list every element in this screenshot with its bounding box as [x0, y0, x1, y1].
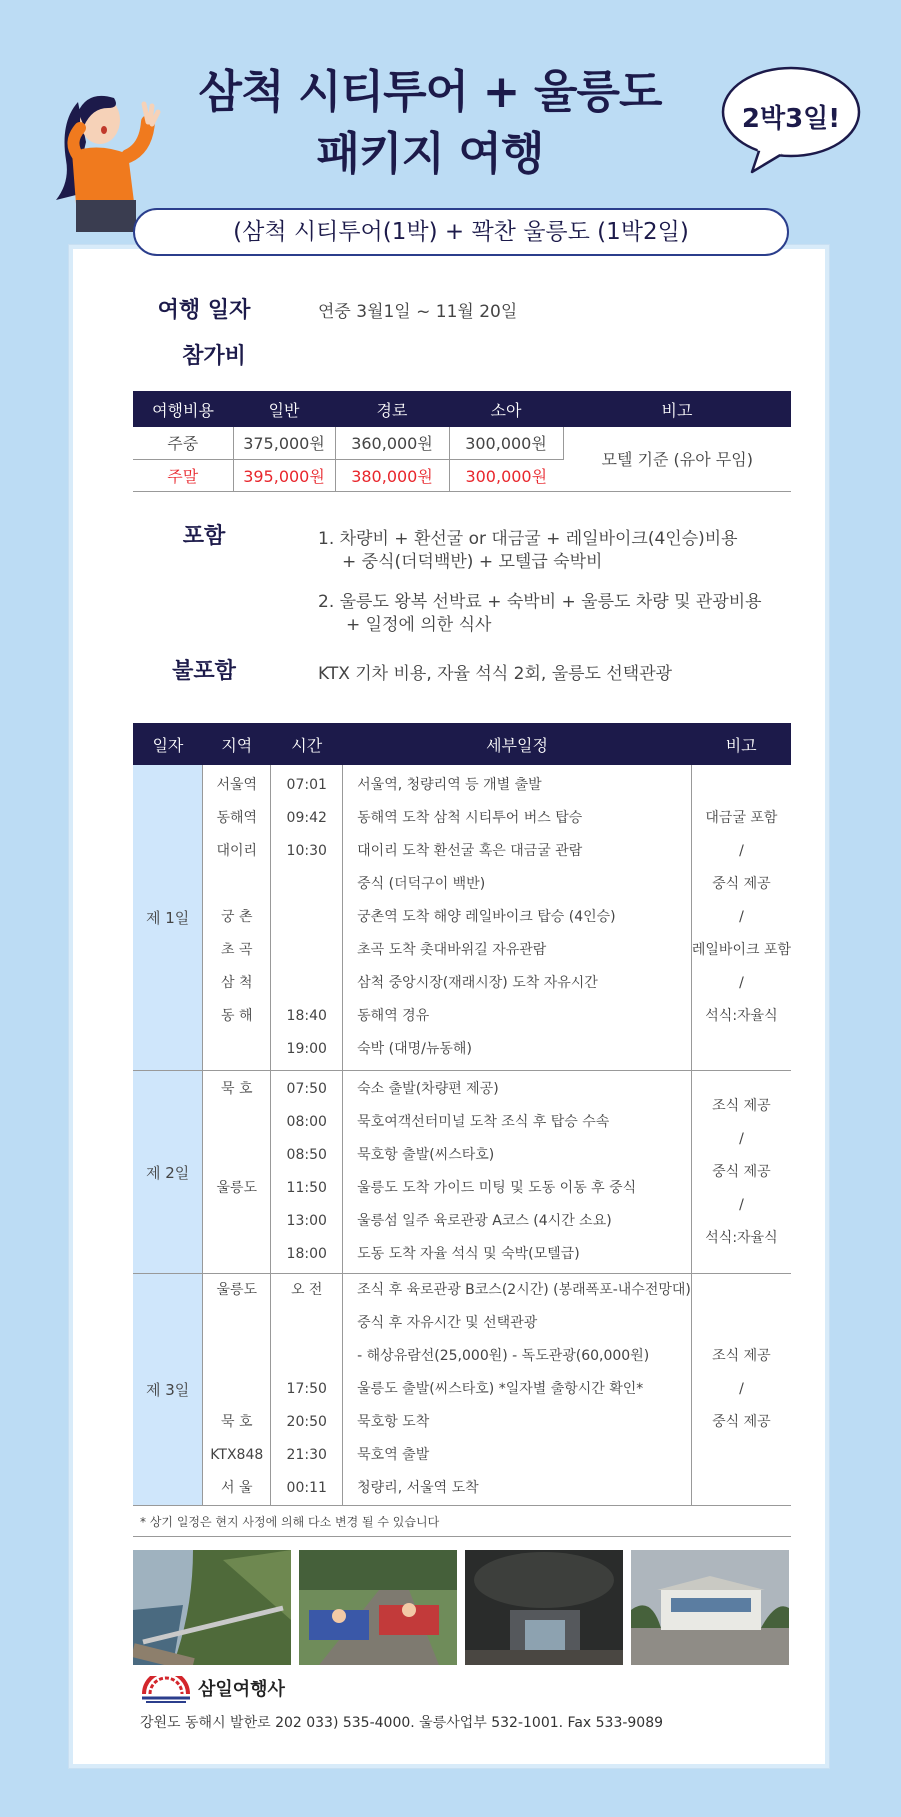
time: 18:00 [286, 1246, 327, 1262]
day-cell: 제 2일 [133, 1071, 203, 1274]
area [203, 1238, 270, 1271]
note: 중식 제공 [712, 1163, 771, 1180]
time: 07:50 [286, 1081, 327, 1097]
area: 울릉도 [216, 1282, 258, 1298]
subtitle-banner: (삼척 시티투어(1박) + 꽉찬 울릉도 (1박2일) [133, 208, 789, 256]
schedule-header: 비고 [691, 723, 791, 765]
included-item2-line1: 2. 울릉도 왕복 선박료 + 숙박비 + 울릉도 차량 및 관광비용 [318, 592, 762, 612]
fee-type: 주중 [133, 427, 233, 459]
table-row [133, 427, 791, 459]
fee-header: 일반 [233, 391, 335, 427]
company-logo-icon [140, 1676, 192, 1704]
fee-senior: 360,000원 [335, 427, 449, 459]
area: 대이리 [216, 843, 258, 859]
fee-label: 참가비 [150, 342, 278, 372]
time: 10:30 [286, 843, 327, 859]
area: 묵 호 [221, 1081, 253, 1097]
detail: 묵호역 출발 [357, 1447, 430, 1463]
area [203, 1307, 270, 1340]
area-cell [203, 1071, 271, 1274]
note: 중식 제공 [712, 876, 771, 892]
area-cell [203, 1274, 271, 1506]
page-title-line2: 패키지 여행 [316, 127, 544, 180]
detail: 초곡 도착 촛대바위길 자유관람 [357, 942, 547, 958]
time [271, 934, 342, 967]
time: 13:00 [286, 1213, 327, 1229]
fee-header: 여행비용 [133, 391, 233, 427]
rail-bike-photo-icon [299, 1550, 457, 1665]
fee-header: 소아 [449, 391, 563, 427]
fee-general: 395,000원 [233, 459, 335, 491]
note: 조식 제공 [712, 1348, 771, 1364]
schedule-table [133, 723, 791, 1506]
excluded-value: KTX 기차 비용, 자율 석식 2회, 울릉도 선택관광 [318, 664, 673, 684]
time: 00:11 [286, 1480, 327, 1496]
cave-entrance-photo-icon [465, 1550, 623, 1665]
fee-type: 주말 [133, 459, 233, 491]
detail-cell [343, 1071, 692, 1274]
note: / [739, 909, 744, 925]
schedule-footnote: * 상기 일정은 현지 사정에 의해 다소 변경 될 수 있습니다 [140, 1515, 440, 1529]
area: 서울역 [216, 777, 258, 793]
time: 07:01 [286, 777, 327, 793]
detail: 울릉도 도착 가이드 미팅 및 도동 이동 후 중식 [357, 1180, 637, 1196]
time-cell [271, 1274, 343, 1506]
time: 20:50 [286, 1414, 327, 1430]
time: 08:00 [286, 1114, 327, 1130]
detail: 동해역 경유 [357, 1008, 430, 1024]
included-item2-line2: + 일정에 의한 식사 [346, 615, 492, 635]
area [203, 1139, 270, 1172]
time: 17:50 [286, 1381, 327, 1397]
time [271, 868, 342, 901]
note: 조식 제공 [712, 1097, 771, 1114]
schedule-header: 일자 [133, 723, 203, 765]
detail: 숙소 출발(차량편 제공) [357, 1081, 499, 1097]
fee-child: 300,000원 [449, 427, 563, 459]
time: 오 전 [290, 1282, 323, 1298]
schedule-header: 세부일정 [343, 723, 692, 765]
included-label: 포함 [140, 522, 268, 552]
detail: 삼척 중앙시장(재래시장) 도착 자유시간 [357, 975, 598, 991]
detail: 동해역 도착 삼척 시티투어 버스 탑승 [357, 810, 583, 826]
area: 동 해 [221, 1008, 253, 1024]
note: / [739, 1196, 744, 1213]
area: 동해역 [216, 810, 258, 826]
note-cell [691, 765, 791, 1071]
detail: 묵호여객선터미널 도착 조식 후 탑승 수속 [357, 1114, 610, 1130]
page-title-line1: 삼척 시티투어 + 울릉도 [198, 65, 662, 118]
detail: 대이리 도착 환선굴 혹은 대금굴 관람 [357, 843, 583, 859]
area [203, 1340, 270, 1373]
day-cell: 제 3일 [133, 1274, 203, 1506]
fee-header: 비고 [563, 391, 791, 427]
period-value: 연중 3월1일 ~ 11월 20일 [318, 302, 518, 322]
note: 석식:자율식 [705, 1229, 778, 1246]
time [271, 1307, 342, 1340]
fee-header: 경로 [335, 391, 449, 427]
detail: 울릉도 출발(씨스타호) *일자별 출항시간 확인* [357, 1381, 644, 1397]
time: 19:00 [286, 1041, 327, 1057]
included-item1-line2: + 중식(더덕백반) + 모텔급 숙박비 [342, 552, 603, 572]
time: 11:50 [286, 1180, 327, 1196]
detail: 묵호항 도착 [357, 1414, 430, 1430]
company-address: 강원도 동해시 발한로 202 033) 535-4000. 울릉사업부 532-1001. Fax 533-9089 [140, 1715, 664, 1731]
area-cell [203, 765, 271, 1071]
detail: 궁촌역 도착 해양 레일바이크 탑승 (4인승) [357, 909, 616, 925]
note: 레일바이크 포함 [691, 942, 791, 958]
fee-senior: 380,000원 [335, 459, 449, 491]
company-name: 삼일여행사 [198, 1679, 285, 1700]
table-row [133, 1071, 791, 1274]
time-cell [271, 765, 343, 1071]
note: 대금굴 포함 [705, 810, 778, 826]
note: 중식 제공 [712, 1414, 771, 1430]
time: 09:42 [286, 810, 327, 826]
area: 서 울 [221, 1480, 253, 1496]
detail-cell [343, 765, 692, 1071]
table-row [133, 1274, 791, 1506]
coastal-walkway-photo-icon [133, 1550, 291, 1665]
area: 울릉도 [216, 1180, 258, 1196]
fee-general: 375,000원 [233, 427, 335, 459]
detail: 도동 도착 자율 석식 및 숙박(모텔급) [357, 1246, 580, 1262]
detail-cell [343, 1274, 692, 1506]
fee-note: 모텔 기준 (유아 무임) [563, 427, 791, 491]
area [203, 1373, 270, 1406]
time [271, 901, 342, 934]
detail: 묵호항 출발(씨스타호) [357, 1147, 495, 1163]
time-cell [271, 1071, 343, 1274]
detail: - 해상유람선(25,000원) - 독도관광(60,000원) [357, 1348, 650, 1364]
area: 삼 척 [221, 975, 253, 991]
area: KTX848 [210, 1447, 264, 1463]
time [271, 967, 342, 1000]
duration-badge-text: 2박3일! [741, 104, 841, 134]
duration-badge [720, 64, 862, 176]
note-cell [691, 1274, 791, 1506]
area [203, 1106, 270, 1139]
area: 초 곡 [221, 942, 253, 958]
note: 석식:자율식 [705, 1008, 778, 1024]
schedule-header: 지역 [203, 723, 271, 765]
detail: 중식 (더덕구이 백반) [357, 876, 486, 892]
detail: 중식 후 자유시간 및 선택관광 [357, 1315, 538, 1331]
detail: 울릉섬 일주 육로관광 A코스 (4시간 소요) [357, 1213, 612, 1229]
area: 묵 호 [221, 1414, 253, 1430]
note [692, 1033, 791, 1066]
day-cell: 제 1일 [133, 765, 203, 1071]
time: 08:50 [286, 1147, 327, 1163]
area: 궁 촌 [221, 909, 253, 925]
detail: 숙박 (대명/뉴동해) [357, 1041, 472, 1057]
note [692, 769, 791, 802]
note: / [739, 1381, 744, 1397]
fee-table [133, 391, 791, 492]
excluded-label: 불포함 [140, 657, 268, 687]
table-row [133, 765, 791, 1071]
area [203, 1205, 270, 1238]
time: 21:30 [286, 1447, 327, 1463]
detail: 조식 후 육로관광 B코스(2시간) (봉래폭포-내수전망대) [357, 1282, 691, 1298]
time: 18:40 [286, 1008, 327, 1024]
detail: 서울역, 청량리역 등 개별 출발 [357, 777, 542, 793]
included-item1-line1: 1. 차량비 + 환선굴 or 대금굴 + 레일바이크(4인승)비용 [318, 529, 738, 549]
area [203, 1033, 270, 1066]
footnote-divider [133, 1536, 791, 1537]
fee-child: 300,000원 [449, 459, 563, 491]
period-label: 여행 일자 [140, 296, 268, 326]
note: / [739, 843, 744, 859]
detail: 청량리, 서울역 도착 [357, 1480, 479, 1496]
note: / [739, 975, 744, 991]
area [203, 868, 270, 901]
schedule-header: 시간 [271, 723, 343, 765]
note: / [739, 1130, 744, 1147]
note-cell [691, 1071, 791, 1274]
time [271, 1340, 342, 1373]
terminal-building-photo-icon [631, 1550, 789, 1665]
